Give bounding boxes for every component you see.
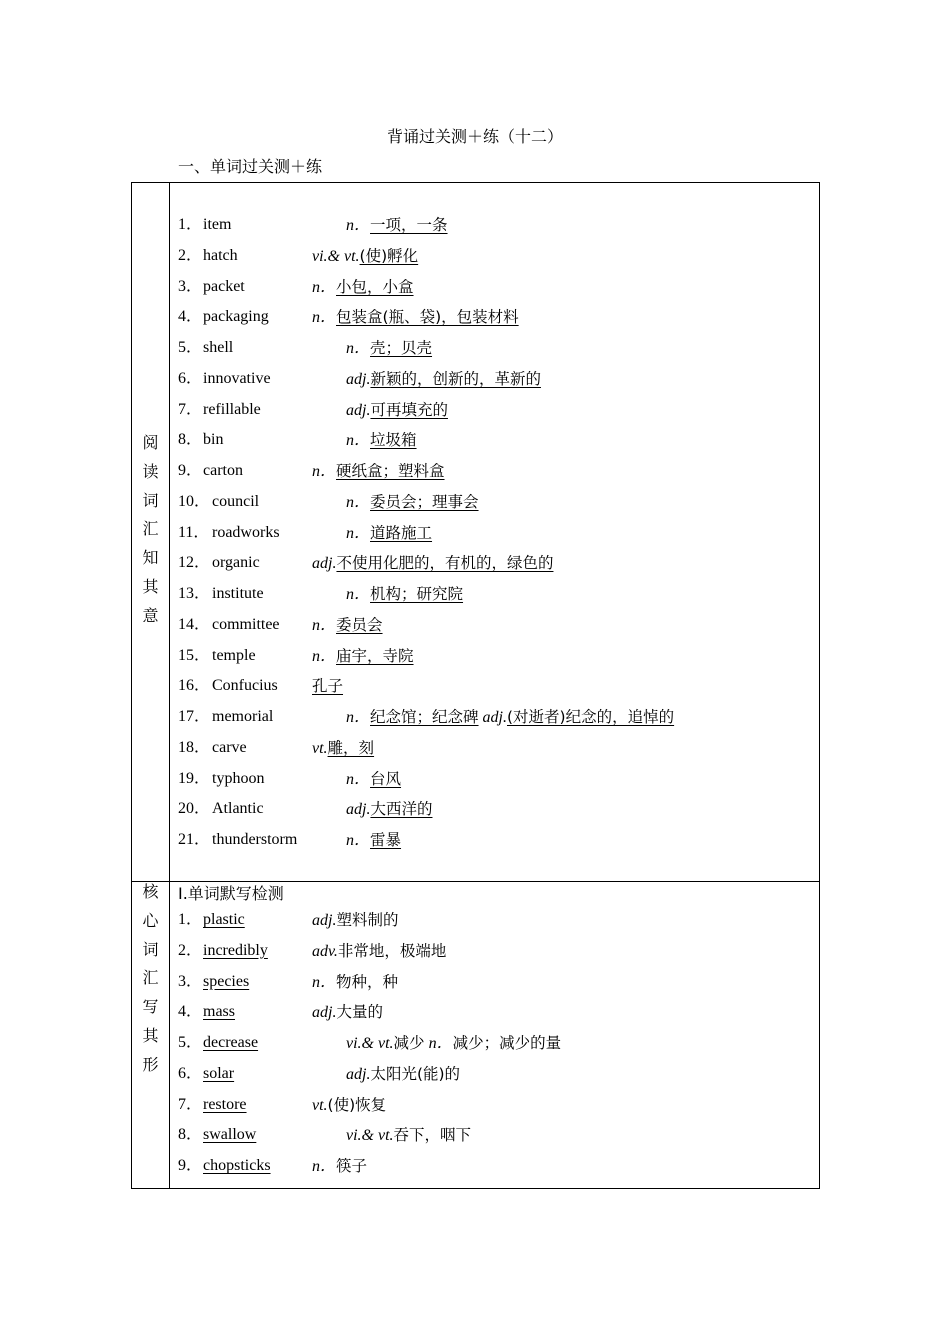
meaning: 减少 [393, 1034, 425, 1052]
item-definition [346, 425, 417, 456]
meaning: 庙宇，寺院 [336, 646, 414, 665]
part-of-speech-2: adj. [482, 709, 507, 726]
item-number: 17． [178, 708, 211, 725]
item-number: 13． [178, 585, 211, 602]
item-number: 11． [178, 523, 210, 541]
part-of-speech: n． [346, 340, 371, 357]
part-of-speech: adv. [312, 942, 338, 960]
vocab-row [178, 333, 818, 363]
item-word: swallow [203, 1126, 257, 1144]
item-definition [346, 1059, 460, 1090]
item-word: Atlantic [212, 800, 264, 818]
meaning: 机构；研究院 [370, 585, 464, 603]
item-number: 20． [178, 800, 211, 818]
core-vocab-label [132, 878, 169, 1080]
item-definition [346, 579, 463, 610]
vocab-row [178, 764, 818, 794]
item-word: shell [203, 339, 234, 356]
part-of-speech: n． [346, 217, 371, 234]
part-of-speech-2: n． [428, 1035, 453, 1052]
label-char: 词 [142, 939, 159, 959]
item-definition [346, 210, 448, 241]
item-definition [312, 671, 343, 702]
vocab-row [178, 302, 818, 332]
vocab-row [178, 825, 818, 855]
item-number: 15． [178, 646, 211, 664]
vocab-row [178, 1151, 818, 1181]
item-number: 14． [178, 615, 211, 633]
vocab-row [178, 1090, 818, 1120]
meaning: 可再填充的 [370, 400, 448, 419]
label-char: 形 [142, 1054, 159, 1074]
item-definition [312, 733, 374, 764]
meaning: 孔子 [312, 677, 344, 696]
vocab-row [178, 967, 818, 997]
item-word: restore [203, 1095, 247, 1113]
item-word: item [203, 216, 232, 233]
part-of-speech: n． [312, 973, 337, 991]
item-number: 3． [178, 277, 203, 295]
item-definition [312, 456, 445, 487]
item-word: bin [203, 431, 224, 449]
label-char: 词 [142, 490, 159, 510]
part-of-speech: n． [346, 586, 371, 603]
item-number: 5． [178, 1034, 203, 1051]
item-number: 1． [178, 911, 203, 928]
item-definition [312, 1151, 367, 1182]
item-word: typhoon [212, 769, 265, 787]
vocab-row [178, 905, 818, 935]
item-definition [312, 936, 446, 967]
vocab-row [178, 241, 818, 271]
item-word: species [203, 972, 250, 990]
part-of-speech: n． [346, 524, 371, 542]
item-word: organic [212, 554, 260, 572]
item-word: chopsticks [203, 1157, 271, 1174]
meaning: (使)恢复 [327, 1095, 387, 1114]
vocab-row [178, 487, 818, 517]
vocab-row [178, 794, 818, 824]
vocab-row [178, 395, 818, 425]
meaning: 包装盒(瓶、袋)，包装材料 [336, 308, 519, 327]
item-number: 10． [178, 492, 211, 510]
vocab-row [178, 364, 818, 394]
item-number: 7． [178, 1095, 203, 1113]
item-word: institute [212, 585, 264, 602]
section-heading: 一、单词过关测＋练 [178, 157, 323, 176]
meaning: 委员会；理事会 [370, 492, 479, 511]
part-of-speech: adj. [346, 401, 371, 419]
meaning: 吞下，咽下 [393, 1126, 472, 1145]
item-definition [312, 1090, 386, 1121]
item-number: 2． [178, 941, 203, 959]
item-number: 4． [178, 308, 203, 326]
item-number: 7． [178, 400, 203, 418]
meaning-2: 减少；减少的量 [452, 1034, 562, 1052]
part-of-speech: adj. [312, 912, 337, 929]
part-of-speech: adj. [346, 370, 371, 388]
part-of-speech: n． [312, 647, 337, 665]
item-number: 16． [178, 677, 211, 695]
item-number: 19． [178, 769, 211, 787]
part-of-speech: n． [312, 1158, 337, 1175]
meaning: 物种，种 [336, 972, 399, 991]
meaning: 纪念馆；纪念碑 [370, 708, 479, 726]
label-char: 读 [142, 461, 159, 481]
meaning: 雷暴 [370, 831, 402, 849]
part-of-speech: vi.& vt. [346, 1035, 394, 1052]
label-char: 其 [142, 576, 159, 596]
meaning: 筷子 [336, 1157, 368, 1175]
part-of-speech: n． [346, 709, 371, 726]
vocab-row [178, 702, 818, 732]
item-number: 3． [178, 972, 203, 990]
item-definition [312, 272, 414, 303]
item-definition [346, 1028, 561, 1059]
part-of-speech: n． [346, 832, 371, 849]
item-word: mass [203, 1003, 235, 1021]
item-word: innovative [203, 369, 271, 387]
meaning: 大西洋的 [370, 800, 433, 819]
part-of-speech: n． [346, 432, 371, 450]
label-char: 核 [142, 882, 159, 901]
item-number: 18． [178, 738, 211, 756]
item-number: 2． [178, 246, 203, 264]
part-of-speech: vi.& vt. [312, 247, 360, 265]
meaning: 台风 [370, 769, 402, 788]
part-of-speech: n． [346, 770, 371, 788]
item-word: solar [203, 1064, 235, 1082]
item-number: 8． [178, 431, 203, 449]
part-of-speech: vt. [312, 739, 328, 757]
item-definition [346, 702, 674, 733]
item-word: carton [203, 462, 243, 479]
vocab-row [178, 456, 818, 486]
item-definition [346, 764, 401, 795]
item-definition [346, 794, 432, 825]
item-word: council [212, 492, 260, 510]
item-number: 6． [178, 1064, 203, 1082]
meaning: 非常地，极端地 [337, 941, 447, 960]
label-char: 汇 [142, 519, 159, 539]
vocab-row [178, 272, 818, 302]
vocab-row [178, 1028, 818, 1058]
dictation-heading: I.单词默写检测 [178, 884, 284, 903]
vocab-row [178, 997, 818, 1027]
meaning: 新颖的，创新的，革新的 [370, 369, 541, 388]
item-definition [312, 610, 383, 641]
meaning: 一项，一条 [370, 216, 448, 234]
item-definition [346, 825, 401, 856]
item-definition [312, 641, 414, 672]
part-of-speech: adj. [346, 1065, 371, 1083]
item-definition [346, 487, 479, 518]
item-word: memorial [212, 708, 274, 725]
item-number: 5． [178, 339, 203, 356]
part-of-speech: n． [312, 616, 337, 634]
label-char: 写 [142, 997, 159, 1017]
label-char: 知 [142, 548, 159, 568]
vocab-row [178, 1120, 818, 1150]
part-of-speech: n． [312, 278, 337, 296]
meaning: 不使用化肥的，有机的，绿色的 [336, 554, 554, 573]
part-of-speech: adj. [312, 555, 337, 573]
item-word: incredibly [203, 941, 268, 959]
item-word: plastic [203, 911, 245, 928]
part-of-speech: n． [346, 493, 371, 511]
reading-vocab-label [132, 429, 169, 631]
item-word: roadworks [212, 523, 280, 541]
vocab-row [178, 425, 818, 455]
item-definition [312, 241, 418, 272]
column-divider [169, 183, 170, 1188]
vocab-row [178, 1059, 818, 1089]
item-definition [346, 518, 432, 549]
vocab-row [178, 518, 818, 548]
part-of-speech: adj. [312, 1004, 337, 1022]
part-of-speech: n． [312, 309, 337, 327]
label-char: 其 [142, 1025, 159, 1045]
vocab-row [178, 733, 818, 763]
vocab-row [178, 641, 818, 671]
item-definition [312, 302, 519, 333]
item-definition [312, 967, 398, 998]
item-number: 1． [178, 216, 203, 233]
item-number: 8． [178, 1126, 203, 1144]
item-definition [346, 364, 541, 395]
item-word: decrease [203, 1034, 259, 1051]
meaning: 太阳光(能)的 [370, 1064, 461, 1083]
vocab-row [178, 936, 818, 966]
item-definition [346, 395, 448, 426]
meaning: 硬纸盒；塑料盒 [336, 462, 445, 480]
meaning: 道路施工 [370, 523, 433, 542]
item-number: 21． [178, 831, 211, 848]
vocab-row [178, 548, 818, 578]
item-word: committee [212, 615, 280, 633]
item-word: carve [212, 738, 247, 756]
vocab-row [178, 610, 818, 640]
item-number: 4． [178, 1003, 203, 1021]
item-word: thunderstorm [212, 831, 298, 848]
item-word: refillable [203, 400, 261, 418]
meaning: 小包，小盒 [336, 277, 414, 296]
part-of-speech: adj. [346, 801, 371, 819]
item-word: hatch [203, 246, 238, 264]
part-of-speech: n． [312, 463, 337, 480]
label-char: 汇 [142, 968, 159, 988]
item-word: Confucius [212, 677, 278, 695]
item-definition [346, 1120, 471, 1151]
item-definition [346, 333, 432, 364]
label-char: 意 [142, 605, 159, 625]
item-word: packet [203, 277, 245, 295]
page-title: 背诵过关测＋练（十二） [386, 127, 563, 146]
vocab-row [178, 210, 818, 240]
meaning: 大量的 [336, 1003, 383, 1022]
meaning: 垃圾箱 [370, 431, 417, 450]
item-definition [312, 548, 553, 579]
meaning: (使)孵化 [359, 246, 419, 265]
meaning: 塑料制的 [336, 911, 399, 929]
vocab-table [131, 182, 820, 1189]
label-char: 心 [142, 910, 159, 930]
meaning: 委员会 [336, 615, 383, 634]
item-definition [312, 905, 398, 936]
item-number: 12． [178, 554, 211, 572]
meaning: 壳；贝壳 [370, 339, 433, 357]
item-number: 9． [178, 462, 203, 479]
vocab-row [178, 579, 818, 609]
item-number: 9． [178, 1157, 203, 1174]
part-of-speech: vi.& vt. [346, 1127, 394, 1145]
meaning: 雕，刻 [327, 738, 375, 757]
item-definition [312, 997, 383, 1028]
item-word: packaging [203, 308, 269, 326]
label-char: 阅 [142, 433, 159, 452]
item-number: 6． [178, 369, 203, 387]
vocab-row [178, 671, 818, 701]
part-of-speech: vt. [312, 1096, 328, 1114]
item-word: temple [212, 646, 256, 664]
meaning-2: (对逝者)纪念的，追悼的 [506, 708, 675, 726]
